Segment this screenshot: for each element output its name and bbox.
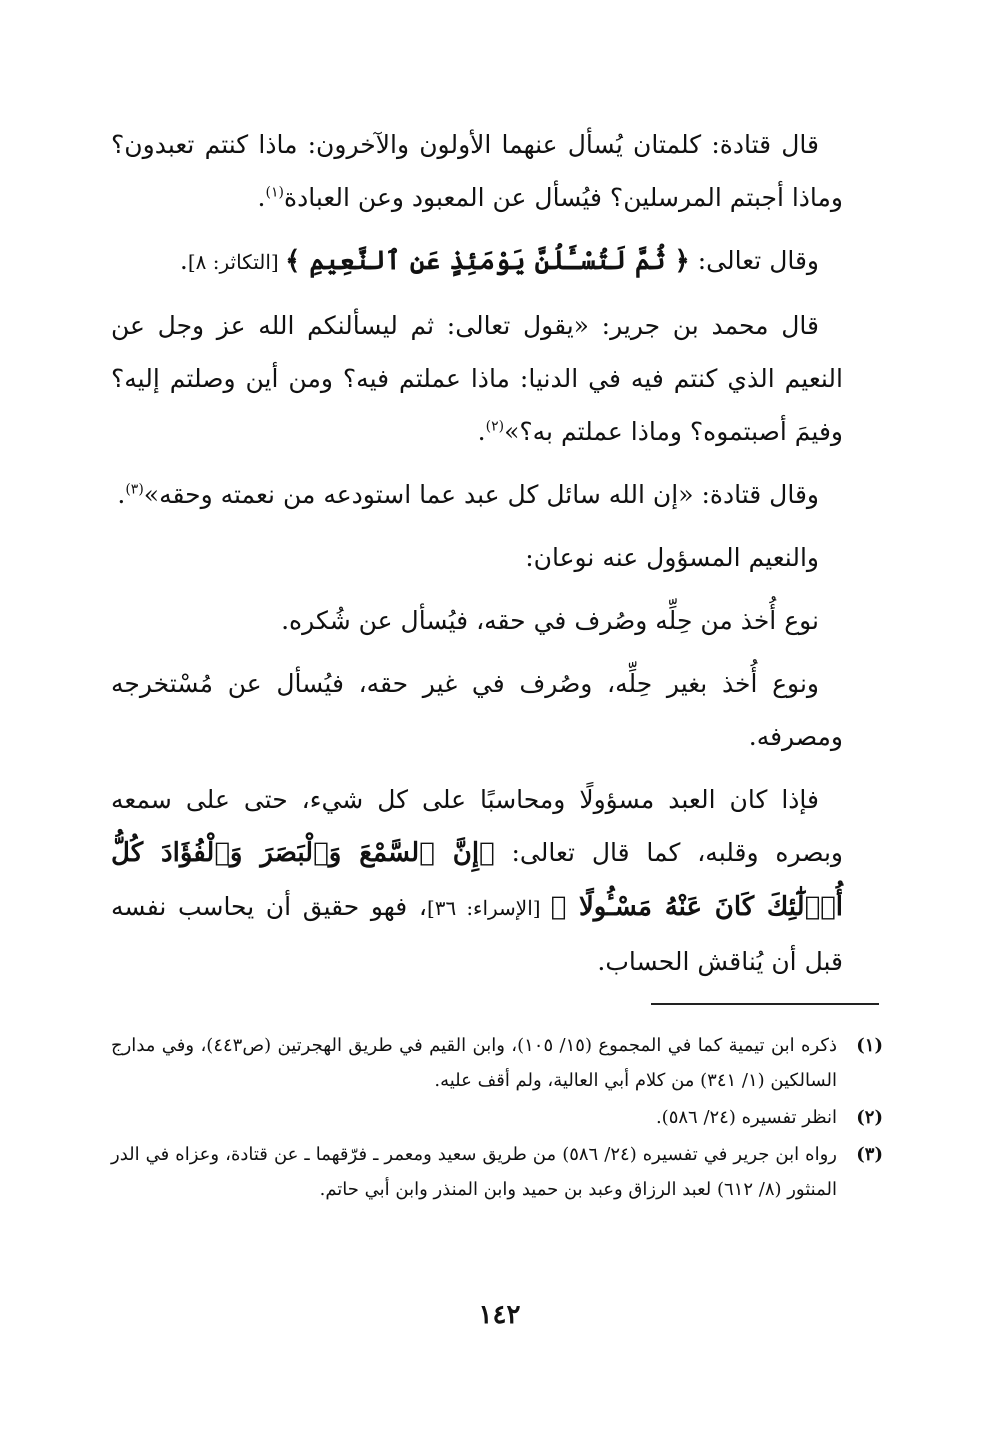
paragraph-lead: فإذا كان العبد مسؤولًا ومحاسبًا على كل شيء، حتى على سمعه وبصره وقلبه، كما قال تعالى:: [111, 785, 843, 867]
paragraph-two-types: [111, 531, 843, 584]
paragraph-lead: وقال تعالى:: [689, 246, 819, 275]
paragraph-tail: .: [477, 417, 486, 446]
footnotes: [111, 1028, 883, 1209]
verse-reference: [الإسراء: ٣٦]: [426, 896, 551, 920]
page-number: ١٤٢: [478, 1300, 521, 1330]
main-text: [111, 118, 843, 998]
paragraph-text: قال قتادة: كلمتان يُسأل عنهما الأولون والآخرون: ماذا كنتم تعبدون؟ وماذا أجبتم المرسلين؟ فيُسأل عن المعبود وعن العبادة: [111, 130, 843, 212]
paragraph-verse-takathur: [111, 234, 843, 289]
paragraph-text: ونوع أُخذ بغير حِلِّه، وصُرف في غير حقه، فيُسأل عن مُسْتخرجه ومصرفه.: [111, 669, 843, 751]
paragraph-text: نوع أُخذ من حِلِّه وصُرف في حقه، فيُسأل عن شُكره.: [281, 606, 819, 635]
paragraph-ibn-jarir: [111, 299, 843, 458]
footnote-marker: (١): [265, 184, 284, 201]
paragraph-accountability: [111, 773, 843, 988]
paragraph-tail: .: [117, 480, 126, 509]
paragraph-qatada-two-words: [111, 118, 843, 224]
footnote-item: [111, 1100, 883, 1135]
footnote-marker: (٢): [485, 418, 505, 435]
footnote-divider: [651, 1003, 879, 1005]
paragraph-type-two: [111, 657, 843, 763]
footnote-item: [111, 1028, 883, 1098]
footnote-number: (١): [856, 1035, 883, 1056]
quran-verse: ﴿ ثُمَّ لَتُسْـَٔلُنَّ يَوْمَئِذٍ عَنِ ٱلنَّعِيمِ ﴾: [285, 246, 690, 276]
footnote-number: (٣): [856, 1144, 883, 1165]
paragraph-text: والنعيم المسؤول عنه نوعان:: [525, 543, 819, 572]
paragraph-tail: ، فهو حقيق أن يحاسب نفسه قبل أن يُناقش الحساب.: [111, 892, 843, 976]
footnote-number: (٢): [856, 1107, 883, 1128]
footnote-text: ذكره ابن تيمية كما في المجموع (١٥/ ١٠٥)، وابن القيم في طريق الهجرتين (ص٤٤٣)، وفي مدارج السالكين (١/ ٣٤١) من كلام أبي العالية، ولم أقف عليه.: [111, 1035, 837, 1091]
footnote-text: رواه ابن جرير في تفسيره (٢٤/ ٥٨٦) من طريق سعيد ومعمر ـ فرّقهما ـ عن قتادة، وعزاه في الدر المنثور (٨/ ٦١٢) لعبد الرزاق وعبد بن حميد وابن المنذر وابن أبي حاتم.: [111, 1144, 837, 1200]
paragraph-text: قال محمد بن جرير: «يقول تعالى: ثم ليسألنكم الله عز وجل عن النعيم الذي كنتم فيه في الدنيا: ماذا عملتم فيه؟ ومن أين وصلتم إليه؟ وفيمَ أصبتموه؟ وماذا عملتم به؟»: [111, 311, 843, 446]
paragraph-text: وقال قتادة: «إن الله سائل كل عبد عما استودعه من نعمته وحقه»: [143, 480, 819, 509]
footnote-text: انظر تفسيره (٢٤/ ٥٨٦).: [655, 1107, 837, 1128]
paragraph-type-one: [111, 594, 843, 647]
paragraph-tail: .: [179, 246, 188, 275]
paragraph-qatada-quote: [111, 468, 843, 521]
footnote-item: [111, 1137, 883, 1207]
footnote-marker: (٣): [125, 481, 144, 498]
quran-verse: ﴿إِنَّ ٱلسَّمْعَ وَٱلْبَصَرَ وَٱلْفُؤَادَ كُلُّ أُو۟لَٰٓئِكَ كَانَ عَنْهُ مَسْـُٔولًا ﴾: [111, 838, 843, 922]
paragraph-tail: .: [257, 183, 266, 212]
verse-reference: [التكاثر: ٨]: [187, 250, 286, 274]
